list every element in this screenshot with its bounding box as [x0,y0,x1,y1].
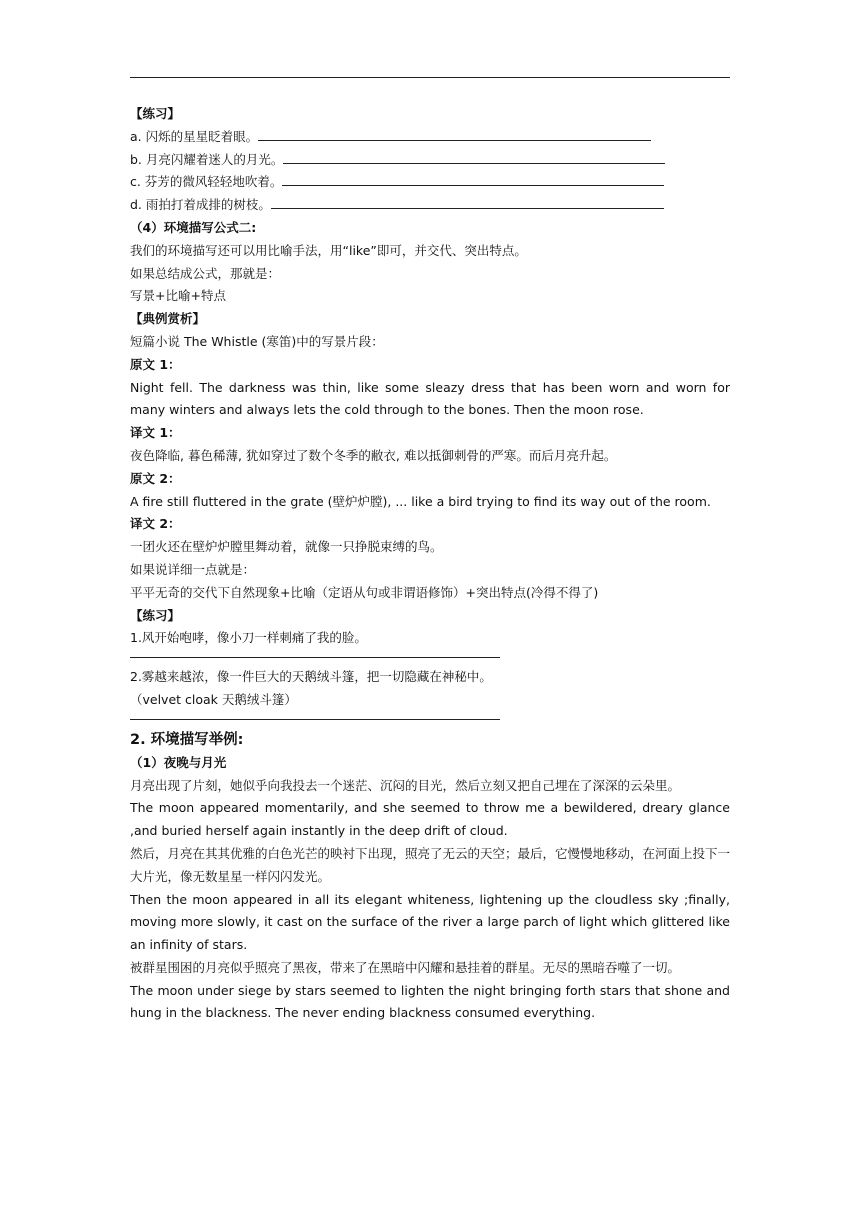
section2-heading: 2. 环境描写举例: [130,731,244,748]
translation-2-label: 译文 2： [130,516,181,532]
answer-line-a[interactable] [258,126,651,141]
example-intro: 短篇小说 The Whistle (寒笛)中的写景片段： [130,333,384,349]
exercise2-heading: 【练习】 [130,607,181,623]
exercise2-question-2: 2.雾越来越浓，像一件巨大的天鹅绒斗篷，把一切隐藏在神秘中。 [130,669,492,685]
original-1-text: Night fell. The darkness was thin, like some sleazy dress that has been worn and worn for many winters and always lets the cold through to the bones. Then the moon rose. [130,379,730,418]
section2-subheading: （1）夜晚与月光 [130,754,227,770]
original-1-label: 原文 1： [130,356,181,372]
translation-2-text: 一团火还在壁炉炉膛里舞动着，就像一只挣脱束缚的鸟。 [130,539,443,555]
original-2-text: A fire still fluttered in the grate (壁炉炉膛), ... like a bird trying to find its way out of the room. [130,493,711,509]
header-rule [130,77,730,78]
exercise-item-a: a. 闪烁的星星眨着眼。 [130,126,730,149]
translation-1-label: 译文 1： [130,425,181,441]
example-heading: 【典例赏析】 [130,311,206,327]
answer-line-b[interactable] [283,149,665,164]
exercise-heading: 【练习】 [130,106,181,121]
formula2-intro: 我们的环境描写还可以用比喻手法，用“like”即可，并交代、突出特点。 [130,242,527,258]
paragraph: 被群星围困的月亮似乎照亮了黑夜，带来了在黑暗中闪耀和悬挂着的群星。无尽的黑暗吞噬了一切。 [130,959,681,975]
exercise-item-b: b. 月亮闪耀着迷人的月光。 [130,149,730,172]
detail-formula: 平平无奇的交代下自然现象+比喻（定语从句或非谓语修饰）+突出特点(冷得不得了) [130,584,599,600]
document-body [130,103,730,1025]
paragraph: Then the moon appeared in all its elegant whiteness, lightening up the cloudless sky ;finally, moving more slowly, it cast on the surface of the river a large parch of light which glittered like an infinity of stars. [130,891,730,953]
detail-intro: 如果说详细一点就是： [130,561,256,577]
exercise2-hint: （velvet cloak 天鹅绒斗篷） [130,691,297,707]
paragraph: The moon under siege by stars seemed to lighten the night bringing forth stars that shone and hung in the blackness. The never ending blackness consumed everything. [130,982,730,1021]
formula2-summary: 如果总结成公式，那就是： [130,265,281,281]
original-2-label: 原文 2： [130,470,181,486]
paragraph: 然后，月亮在其其优雅的白色光芒的映衬下出现，照亮了无云的天空；最后，它慢慢地移动，在河面上投下一大片光，像无数星星一样闪闪发光。 [130,845,731,884]
exercise-item-d: d. 雨拍打着成排的树枝。 [130,194,730,217]
translation-1-text: 夜色降临, 暮色稀薄, 犹如穿过了数个冬季的敝衣, 难以抵御刺骨的严寒。而后月亮升起。 [130,447,617,463]
exercise2-question-1: 1.风开始咆哮，像小刀一样刺痛了我的脸。 [130,630,367,646]
formula2-heading: （4）环境描写公式二: [130,219,257,235]
answer-line-1[interactable] [130,657,500,658]
formula2-formula: 写景+比喻+特点 [130,288,226,304]
exercise-item-c: c. 芬芳的微风轻轻地吹着。 [130,171,730,194]
answer-line-c[interactable] [282,171,664,186]
paragraph: 月亮出现了片刻，她似乎向我投去一个迷茫、沉闷的目光，然后立刻又把自己埋在了深深的云朵里。 [130,777,681,793]
answer-line-2[interactable] [130,719,500,720]
answer-line-d[interactable] [271,194,664,209]
paragraph: The moon appeared momentarily, and she seemed to throw me a bewildered, dreary glance ,and buried herself again instantly in the deep drift of cloud. [130,800,730,839]
